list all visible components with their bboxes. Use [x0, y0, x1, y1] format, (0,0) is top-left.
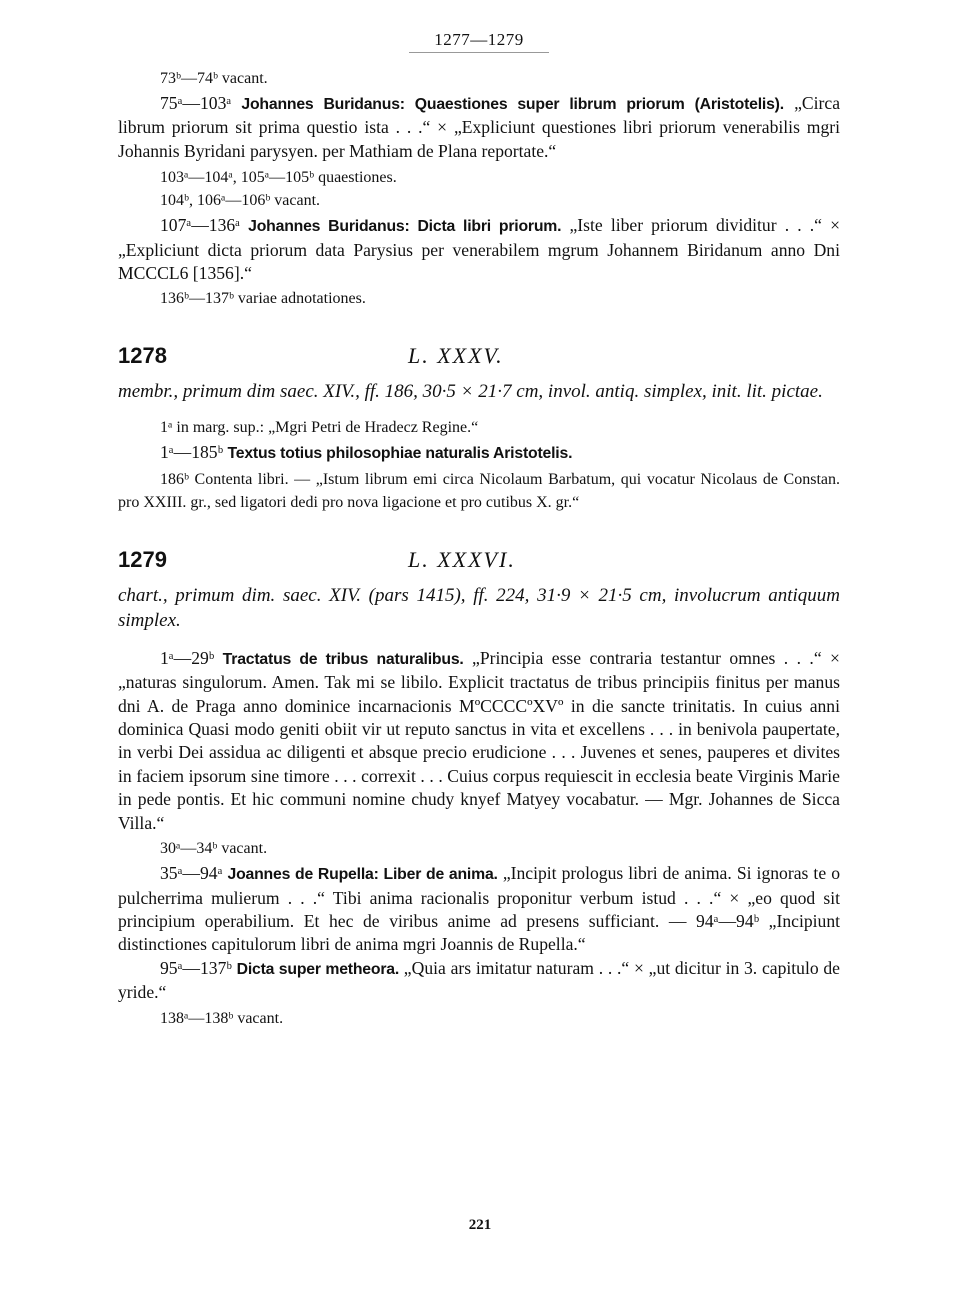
work-entry: [118, 441, 840, 465]
catalog-page: [118, 30, 840, 1030]
folio-line: 104ᵇ, 106ᵃ—106ᵇ vacant.: [160, 192, 321, 210]
work-entry: [118, 92, 840, 163]
folio-line: 1ᵃ in marg. sup.: „Mgri Petri de Hradecz Regine.“: [160, 419, 479, 437]
folio-ref: 107ᵃ—136ᵃ: [160, 215, 240, 236]
work-title: Joannes de Rupella: Liber de anima.: [227, 866, 498, 884]
page-number: 221: [468, 1217, 492, 1233]
running-header: 1277—1279: [434, 30, 524, 49]
codex-signature: L. XXXV.: [408, 343, 504, 369]
work-title: Johannes Buridanus: Dicta libri priorum.: [248, 218, 562, 236]
folio-line: 103ᵃ—104ᵃ, 105ᵃ—105ᵇ quaestiones.: [160, 169, 397, 187]
codex-heading: [118, 343, 840, 369]
work-entry: [118, 862, 840, 957]
work-text: „Quia ars imitatur naturam . . .“ × „ut dicitur in 3. capitulo de yride.“: [118, 957, 840, 1003]
codex-description: chart., primum dim. saec. XIV. (pars 1415), ff. 224, 31·9 × 21·5 cm, involucrum antiquum simplex.: [118, 584, 840, 631]
codex-number: 1279: [118, 546, 167, 572]
work-entry: [118, 214, 840, 285]
codex-number: 1278: [118, 343, 167, 369]
header-rule: [409, 52, 549, 53]
codex-1279: [118, 547, 840, 1030]
codex-description: membr., primum dim saec. XIV., ff. 186, 30·5 × 21·7 cm, invol. antiq. simplex, init. lit. pictae.: [118, 381, 823, 403]
codex-heading: [118, 547, 840, 573]
work-title: Dicta super metheora.: [236, 960, 400, 978]
work-entry: [118, 647, 840, 835]
folio-ref: 95ᵃ—137ᵇ: [160, 957, 232, 978]
work-text: „Principia esse contraria testantur omnes . . .“ × „naturas singulorum. Amen. Tak mi se libilo. Explicit tractatus de tribus principiis finitus per manus dni A. de Praga anno dominice incarnacionis MºCCCCºXVº in die sancte trinitatis. In cuius anni dominica Quasi modo geniti obiit vir ut reputo sanctus in vita et excellens . . . in benivola paupertate, in verbi Dei assidua ac diligenti et absque precio erudicione . . . Juvenes et senes, pauperes et divites in faciem ipsorum sine timore . . . correxit . . . Cuius corpus requiescit in ecclesia beate Virginis Marie in pede pontis. Et hic communi nomine chudy knyef Matyey vocabatur. — Mgr. Johannes de Sicca Villa.“: [118, 647, 840, 833]
folio-ref: 1ᵃ—185ᵇ: [160, 442, 224, 463]
work-title: Johannes Buridanus: Quaestiones super librum priorum (Aristotelis).: [241, 96, 784, 113]
folio-line: 73ᵇ—74ᵇ vacant.: [160, 70, 268, 87]
folio-line: 138ᵃ—138ᵇ vacant.: [160, 1009, 284, 1027]
folio-line: 186ᵇ Contenta libri. — „Istum librum emi circa Nicolaum Barbatum, qui vocatur Nicolaus de Constan. pro XXIII. gr., sed ligatori dedi pro nova ligacione et pro cutibus X. gr.“: [118, 470, 840, 511]
folio-ref: 75ᵃ—103ᵃ: [160, 93, 232, 113]
work-entry: [118, 957, 840, 1005]
folio-ref: 1ᵃ—29ᵇ: [160, 647, 215, 668]
folio-line: 30ᵃ—34ᵇ vacant.: [160, 840, 268, 858]
work-text: „Iste liber priorum dividitur . . .“ × „Expliciunt dicta priorum data Parysius per venerabilem mgrum Johannem Biridanum anno Dni MCCCL6 [1356].“: [118, 215, 840, 284]
folio-ref: 35ᵃ—94ᵃ: [160, 863, 223, 884]
work-title: Textus totius philosophiae naturalis Aristotelis.: [227, 445, 573, 463]
work-text: „Circa librum priorum sit prima questio ista . . .“ × „Expliciunt questiones libri priorum venerabilis mgri Johannis Byridani parysyen. per Mathiam de Plana reportate.“: [118, 93, 841, 161]
entry-1277: [118, 67, 840, 310]
work-title: Tractatus de tribus naturalibus.: [222, 650, 464, 668]
work-text: „Incipit prologus libri de anima. Si ignoras te o pulcherrima mulierum . . .“ Tibi anima racionalis proponitur verbum istud . . .“ × „eo quod sit principium operabilium. Et hec de viribus anime ad presens sufficiant. — 94ᵃ—94ᵇ „Incipiunt distinctiones capitulorum libri de anima mgri Joannis de Rupella.“: [118, 863, 840, 955]
codex-1278: [118, 343, 840, 513]
folio-line: 136ᵇ—137ᵇ variae adnotationes.: [160, 290, 366, 308]
codex-signature: L. XXXVI.: [408, 546, 516, 572]
